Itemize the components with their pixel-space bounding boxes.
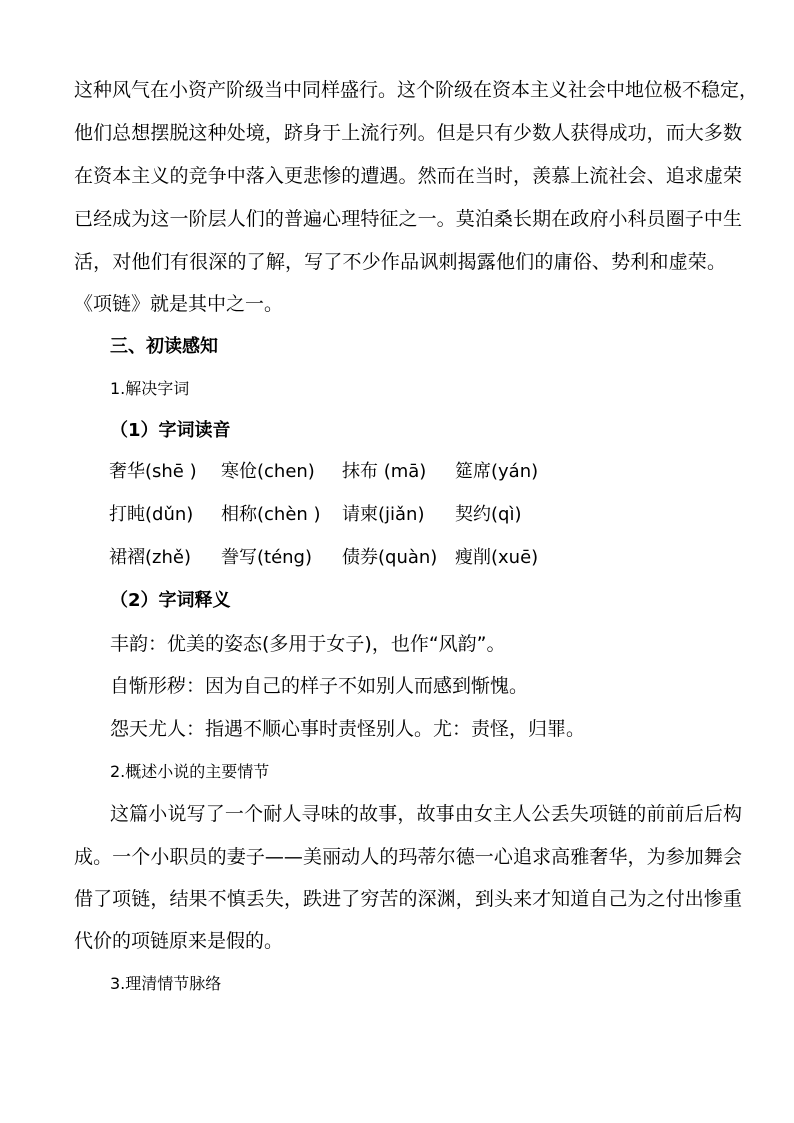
section-heading: 三、初读感知 [110,336,218,357]
subheading-vocab: 1.解决字词 [110,379,190,398]
vocab-item: 筵席(yán) [455,461,539,482]
vocab-item: 契约(qì) [455,504,522,525]
meaning-line: 怨天尤人：指遇不顺心事时责怪别人。尤：责怪，归罪。 [110,718,586,740]
intro-line-1: 这种风气在小资产阶级当中同样盛行。这个阶级在资本主义社会中地位极不稳定， [74,79,759,101]
meaning-heading: （2）字词释义 [110,590,231,611]
intro-line-6: 《项链》就是其中之一。 [74,293,284,315]
vocab-row [109,459,569,485]
vocab-item: 奢华(shē ) [109,461,197,482]
intro-line-2: 他们总想摆脱这种处境，跻身于上流行列。但是只有少数人获得成功，而大多数 [74,122,742,144]
plot-line-3: 借了项链，结果不慎丢失，跌进了穷苦的深渊，到头来才知道自己为之付出惨重 [74,888,742,910]
vocab-item: 请柬(jiǎn) [342,504,425,525]
plot-line-4: 代价的项链原来是假的。 [74,930,284,952]
vocab-item: 相称(chèn ) [221,504,321,525]
vocab-item: 裙褶(zhě) [109,547,191,568]
vocab-row [109,545,569,571]
vocab-item: 打盹(dǔn) [109,504,194,525]
plot-line-1: 这篇小说写了一个耐人寻味的故事，故事由女主人公丢失项链的前前后后构 [110,803,742,825]
vocab-item: 瘦削(xuē) [455,547,539,568]
meaning-line: 丰韵：优美的姿态(多用于女子)，也作“风韵”。 [110,633,506,655]
intro-line-5: 活，对他们有很深的了解，写了不少作品讽刺揭露他们的庸俗、势利和虚荣。 [74,251,726,273]
vocab-row [109,502,569,528]
plot-line-2: 成。一个小职员的妻子——美丽动人的玛蒂尔德一心追求高雅奢华，为参加舞会 [74,846,742,868]
subheading-plot: 2.概述小说的主要情节 [110,762,270,781]
vocab-item: 寒伧(chen) [221,461,315,482]
meaning-line: 自惭形秽：因为自己的样子不如别人而感到惭愧。 [110,675,529,697]
subheading-structure: 3.理清情节脉络 [110,974,222,993]
vocab-item: 誊写(téng) [221,547,313,568]
intro-line-4: 已经成为这一阶层人们的普遍心理特征之一。莫泊桑长期在政府小科员圈子中生 [74,208,742,230]
vocab-item: 抹布 (mā) [342,461,427,482]
vocab-item: 债券(quàn) [342,547,438,568]
intro-line-3: 在资本主义的竞争中落入更悲惨的遭遇。然而在当时，羡慕上流社会、追求虚荣 [74,165,742,187]
pronunciation-heading: （1）字词读音 [110,420,231,441]
